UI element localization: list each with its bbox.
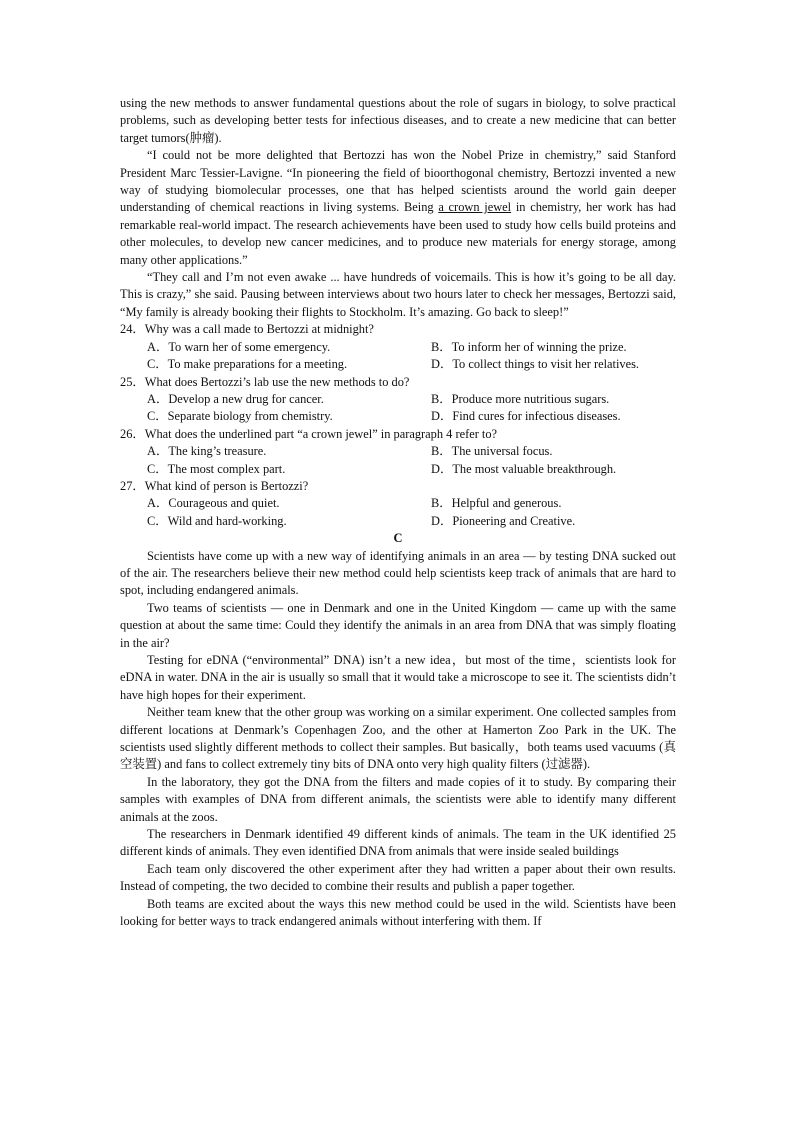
paragraph-intro: using the new methods to answer fundamental questions about the role of sugars in biology, to solve practical problems, such as developing better tests for infectious diseases, and to create a new medicine that can better target tumors(肿瘤). (120, 96, 676, 145)
option-b: B．Produce more nutritious sugars. (431, 391, 610, 406)
paragraph-c8: Both teams are excited about the ways this new method could be used in the wild. Scientists have been looking for better ways to track endangered animals without interfering with them. If (120, 896, 676, 929)
question-24 (120, 321, 676, 373)
paragraph-calls: “They call and I’m not even awake ... have hundreds of voicemails. This is how it’s going to be all day. This is crazy,” she said. Pausing between interviews about two hours later to check her messages, Bertozzi said, “My family is already booking their flights to Stockholm. It’s amazing. Go back to sleep!” (120, 270, 676, 319)
option-c: C．The most complex part. (147, 461, 286, 476)
paragraph-quote (120, 147, 676, 269)
option-d: D．The most valuable breakthrough. (431, 461, 617, 476)
question-26 (120, 426, 676, 478)
option-d: D．Find cures for infectious diseases. (431, 409, 621, 424)
option-c: C．Wild and hard-working. (147, 513, 287, 528)
option-b: B．Helpful and generous. (431, 496, 562, 511)
quote-text-a: “I could not be more delighted that Bertozzi has won the Nobel Prize in chemistry,” said Stanford President Marc Tessier-Lavigne. “In pioneering the field of bioorthogonal chemistry, Bertozzi invented a new way of studying biomolecular processes, one that has helped scientists around the world gain deeper understanding of chemical reactions in living systems. Being (120, 148, 676, 215)
option-d: D．Pioneering and Creative. (431, 513, 576, 528)
option-a: A．Courageous and quiet. (147, 496, 280, 511)
paragraph-c3: Testing for eDNA (“environmental” DNA) isn’t a new idea，but most of the time，scientists look for eDNA in water. DNA in the air is usually so small that it would take a microscope to see it. The scientists didn’t have high hopes for their experiment. (120, 653, 676, 702)
paragraph-c2: Two teams of scientists — one in Denmark and one in the United Kingdom — came up with the same question at about the same time: Could they identify the animals in an area from DNA that was simply floating in the air? (120, 600, 676, 650)
section-heading-c: C (393, 531, 403, 546)
paragraph-c7: Each team only discovered the other experiment after they had written a paper about their own results. Instead of competing, the two decided to combine their results and publish a paper together. (120, 861, 676, 894)
option-a: A．The king’s treasure. (147, 444, 267, 459)
option-a: A．Develop a new drug for cancer. (147, 391, 324, 406)
option-c: C．To make preparations for a meeting. (147, 357, 348, 372)
option-c: C．Separate biology from chemistry. (147, 409, 333, 424)
exam-page (120, 95, 676, 931)
paragraph-c4: Neither team knew that the other group was working on a similar experiment. One collected samples from different locations at Denmark’s Copenhagen Zoo, and the other at Hamerton Zoo Park in the UK. The scientists used slightly different methods to collect their samples. But basically，both teams used vacuums (真空装置) and fans to collect extremely tiny bits of DNA onto very high quality filters (过滤器). (120, 705, 676, 772)
question-stem: 25．What does Bertozzi’s lab use the new methods to do? (120, 374, 410, 389)
option-b: B．To inform her of winning the prize. (431, 339, 627, 354)
paragraph-c1: Scientists have come up with a new way of identifying animals in an area — by testing DNA sucked out of the air. The researchers believe their new method could help scientists keep track of animals that are hard to spot, including endangered animals. (120, 548, 676, 598)
underlined-crown-jewel: a crown jewel (438, 200, 512, 215)
question-stem: 27．What kind of person is Bertozzi? (120, 478, 309, 493)
question-stem: 26．What does the underlined part “a crown jewel” in paragraph 4 refer to? (120, 426, 498, 441)
paragraph-c5: In the laboratory, they got the DNA from the filters and made copies of it to study. By comparing their samples with examples of DNA from different animals, the scientists were able to identify many different animals at the zoos. (120, 774, 676, 824)
option-d: D．To collect things to visit her relatives. (431, 357, 640, 372)
question-stem: 24．Why was a call made to Bertozzi at midnight? (120, 322, 374, 337)
quote-text-b: in chemistry, her work has had remarkable real-world impact. The research achievements have been used to study how cells build proteins and other molecules, to develop new cancer medicines, and to produce new materials for energy storage, among many other applications.” (120, 200, 676, 267)
option-b: B．The universal focus. (431, 444, 553, 459)
paragraph-c6: The researchers in Denmark identified 49 different kinds of animals. The team in the UK identified 25 different kinds of animals. They even identified DNA from animals that were inside sealed buildings (120, 827, 676, 859)
question-27 (120, 478, 676, 530)
question-25 (120, 374, 676, 426)
option-a: A．To warn her of some emergency. (147, 339, 331, 354)
